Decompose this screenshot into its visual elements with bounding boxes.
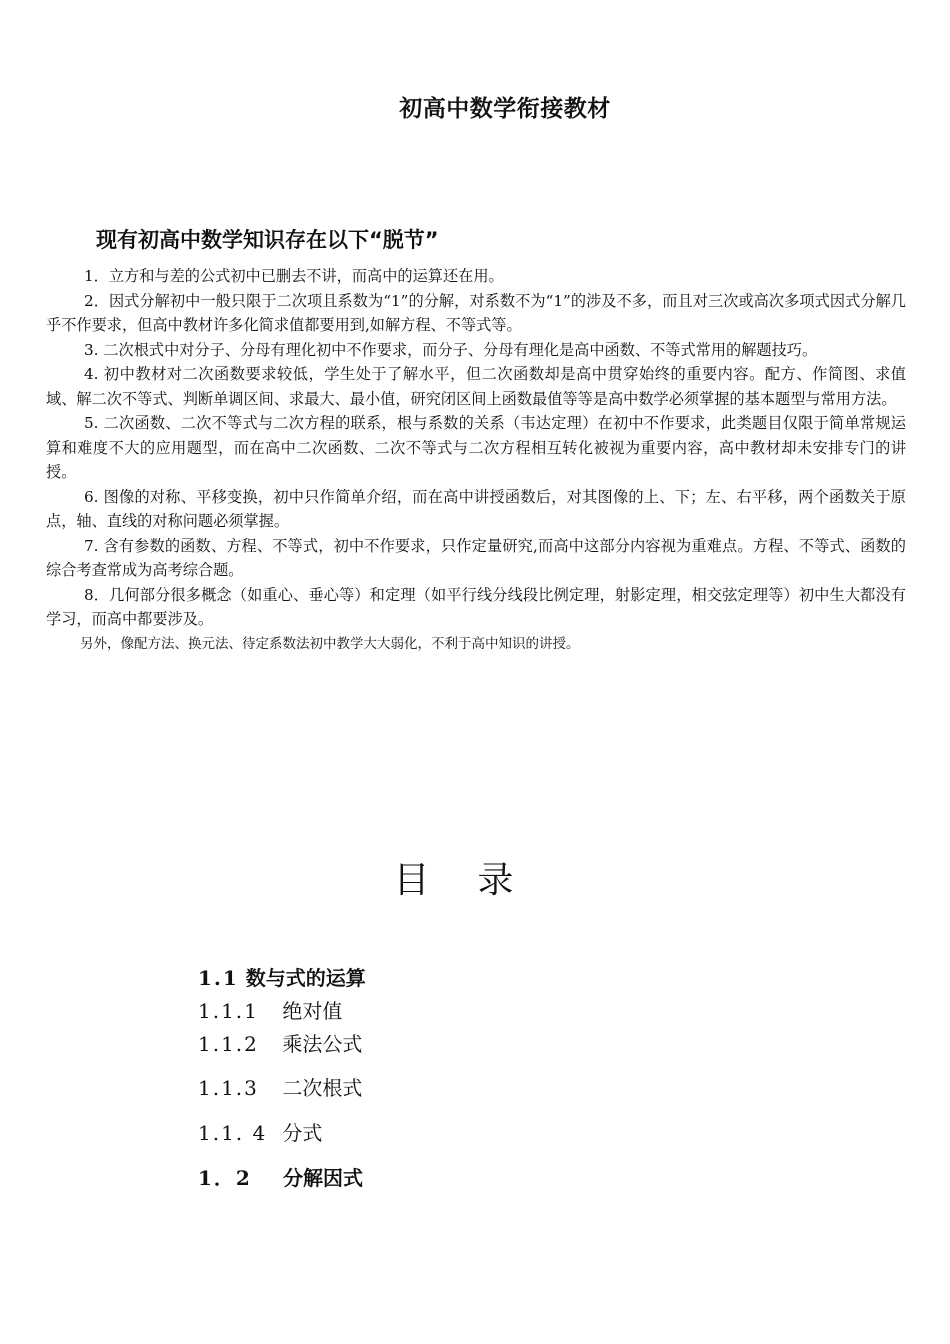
paragraph: 1．立方和与差的公式初中已删去不讲，而高中的运算还在用。 xyxy=(84,267,504,285)
paragraph: 8．几何部分很多概念（如重心、垂心等）和定理（如平行线分线段比例定理，射影定理，相交弦定理等）初中生大都没有学习，而高中都要涉及。 xyxy=(46,585,906,628)
toc-item-number: 1.1.3 xyxy=(198,1076,259,1100)
intro-body xyxy=(46,264,906,656)
document-title: 初高中数学衔接教材 xyxy=(399,96,611,122)
paragraph: 5. 二次函数、二次不等式与二次方程的联系，根与系数的关系（韦达定理）在初中不作要求，此类题目仅限于简单常规运算和难度不大的应用题型，而在高中二次函数、二次不等式与二次方程相互转化被视为重要内容，高中教材却未安排专门的讲授。 xyxy=(46,414,906,481)
toc-item[interactable] xyxy=(198,1162,363,1191)
toc-item-number: 1．2 xyxy=(198,1166,252,1190)
toc-item-label: 绝对值 xyxy=(282,999,343,1023)
paragraph: 4. 初中教材对二次函数要求较低，学生处于了解水平，但二次函数却是高中贯穿始终的重要内容。配方、作简图、求值域、解二次不等式、判断单调区间、求最大、最小值，研究闭区间上函数最值等等是高中数学必须掌握的基本题型与常用方法。 xyxy=(46,365,906,408)
toc-item[interactable] xyxy=(198,995,342,1024)
toc-item-label: 乘法公式 xyxy=(282,1032,363,1056)
paragraph: 6. 图像的对称、平移变换，初中只作简单介绍，而在高中讲授函数后，对其图像的上、下；左、右平移，两个函数关于原点，轴、直线的对称问题必须掌握。 xyxy=(46,487,906,530)
toc-item-label: 二次根式 xyxy=(282,1076,363,1100)
paragraph: 3. 二次根式中对分子、分母有理化初中不作要求，而分子、分母有理化是高中函数、不等式常用的解题技巧。 xyxy=(84,340,818,359)
paragraph: 2．因式分解初中一般只限于二次项且系数为“1”的分解，对系数不为“1”的涉及不多，而且对三次或高次多项式因式分解几乎不作要求，但高中教材许多化简求值都要用到,如解方程、不等式等。 xyxy=(46,291,906,334)
toc-item-number: 1.1 xyxy=(198,966,239,990)
toc-item[interactable] xyxy=(198,1072,362,1101)
toc-item[interactable] xyxy=(198,1028,362,1057)
note-paragraph: 另外，像配方法、换元法、待定系数法初中教学大大弱化，不利于高中知识的讲授。 xyxy=(80,635,580,652)
toc-item-label: 分解因式 xyxy=(282,1166,363,1190)
toc-item[interactable] xyxy=(198,962,366,991)
section-heading: 现有初高中数学知识存在以下“脱节” xyxy=(96,228,439,252)
toc-heading: 目录 xyxy=(393,860,562,901)
toc-item-number: 1.1.1 xyxy=(198,999,259,1023)
toc-item-number: 1.1. 4 xyxy=(198,1121,268,1145)
toc-item-label: 数与式的运算 xyxy=(245,966,366,990)
toc-item-label: 分式 xyxy=(282,1121,323,1145)
toc-item[interactable] xyxy=(198,1117,322,1146)
toc-item-number: 1.1.2 xyxy=(198,1032,259,1056)
paragraph: 7. 含有参数的函数、方程、不等式，初中不作要求，只作定量研究,而高中这部分内容视为重难点。方程、不等式、函数的综合考查常成为高考综合题。 xyxy=(46,536,906,579)
